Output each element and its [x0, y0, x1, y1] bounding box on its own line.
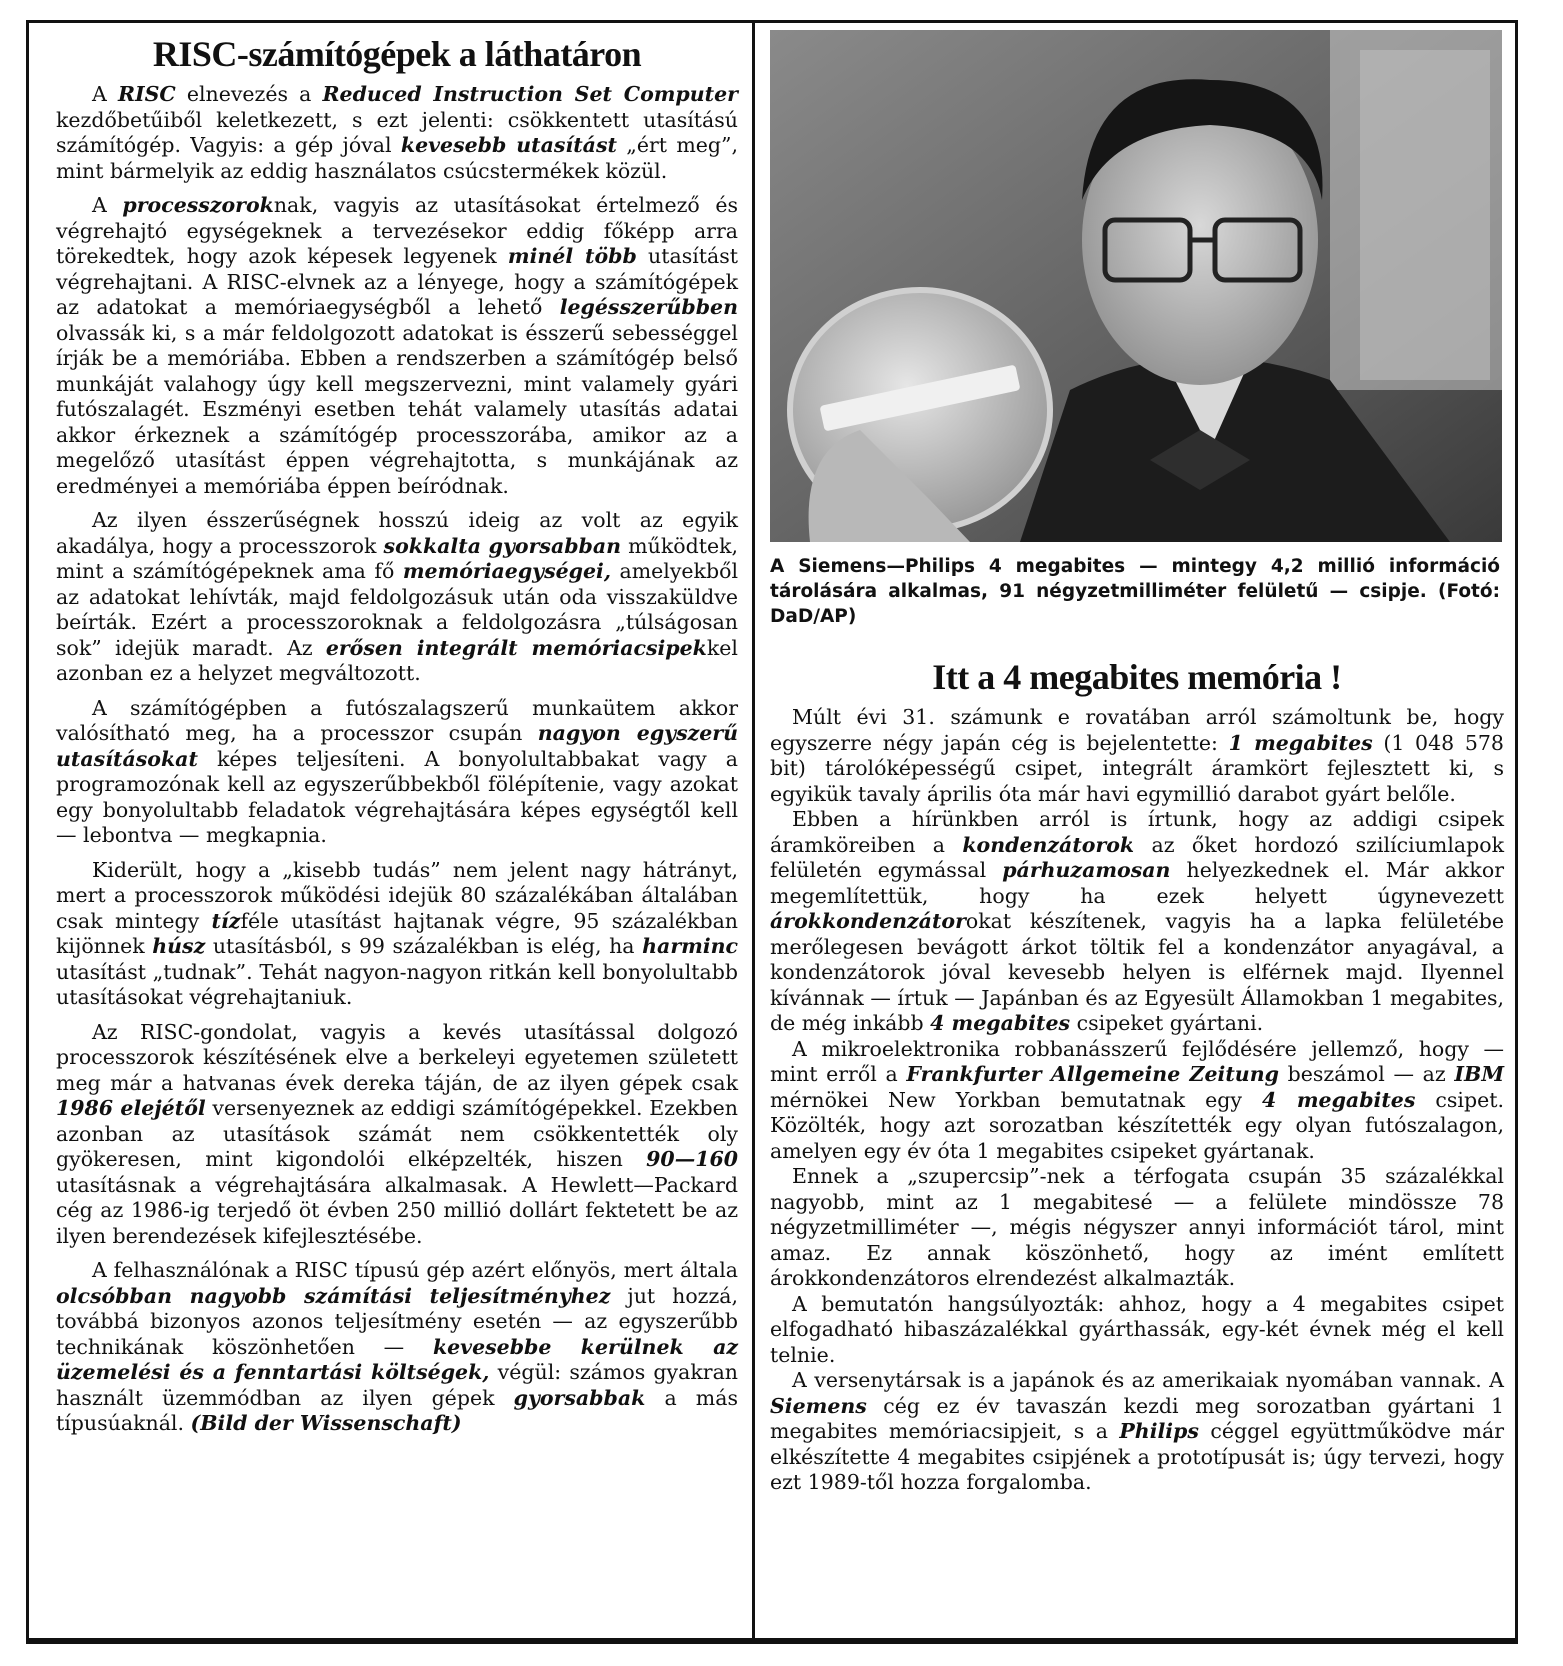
paragraph [770, 1037, 1504, 1165]
portrait-photo-illustration [770, 30, 1502, 542]
emphasized-text: Philips [1119, 1419, 1199, 1443]
emphasized-text: Siemens [770, 1393, 867, 1418]
text-run: működtek, mint a számítógépeknek ama fő [56, 533, 739, 583]
column-divider [752, 20, 755, 1638]
photo-caption: A Siemens—Philips 4 megabites — mintegy 4,2 millió információ tárolására alkalmas, 91 négyzetmilliméter felületű — csipje. (Fotó: DaD/AP) [770, 556, 1500, 627]
paragraph [770, 807, 1504, 1037]
text-run: Ennek a „szupercsip”-nek a térfogata csupán 35 százalékkal nagyobb, mint az 1 megabitesé — a felülete mindössze 78 négyzetmilliméter —, mégis négyszer annyi információt tárol, mint amaz. Ez annak köszönhető, hogy az imént említett árokkondenzátoros elrendezést alkalmazták. [770, 1164, 1504, 1290]
emphasized-text: (Bild der Wissenschaft) [190, 1411, 462, 1435]
text-run: a más típusúaknál. [56, 1385, 738, 1435]
emphasized-text: kondenzátorok [962, 832, 1135, 857]
text-run: Ebben a hírünkben arról is írtunk, hogy az addigi csipek áramköreiben a [770, 807, 1504, 857]
text-run: (1 048 578 bit) tárolóképességű csipet, integrált áramkört fejlesztett ki, s egyikük tavaly április óta már havi egymillió darabot gyárt belőle. [770, 730, 1504, 806]
emphasized-text: Frankfurter Allgemeine Zeitung [906, 1062, 1279, 1086]
emphasized-text: kevesebb utasítást [400, 133, 617, 157]
emphasized-text: IBM [1454, 1062, 1505, 1086]
text-run: nak, vagyis az utasításokat értelmező és végrehajtó egységeknek a tervezésekor eddig főképp arra törekedtek, hogy azok képesek legyenek [56, 193, 739, 268]
paragraph [56, 508, 738, 687]
text-run: az őket hordozó szilíciumlapok felületén egymással [770, 832, 1504, 882]
paragraph [56, 858, 738, 1011]
paragraph [56, 696, 738, 849]
emphasized-text: 4 megabites [930, 1011, 1071, 1035]
emphasized-text: nagyon egyszerű utasításokat [56, 721, 738, 771]
text-run: A bemutatón hangsúlyozták: ahhoz, hogy a 4 megabites csipet elfogadható hibaszázalékkal gyárthassák, egy-két évnek még el kell telnie. [770, 1291, 1504, 1367]
text-run: kel azonban ez a helyzet megváltozott. [56, 635, 738, 685]
text-run: képes teljesíteni. A bonyolultabbakat vagy a programozónak kell az egyszerűbbekből fölépítenie, vagy azokat egy bonyolultabb feladatok végrehajtására képes egységtől kell — lebontva — megkapnia. [56, 746, 738, 847]
bottom-rule [26, 1641, 1518, 1644]
left-article-body [56, 82, 738, 1437]
text-run: elnevezés a [175, 82, 323, 106]
paragraph [770, 1292, 1504, 1369]
text-run: kezdőbetűiből keletkezett, s ezt jelenti: csökkentett utasítású számítógép. Vagyis: a gép jóval [56, 107, 738, 157]
text-run: versenyeznek az eddigi számítógépekkel. Ezekben azonban az utasítások számát nem csökkentették oly gyökeresen, mint kigondolói elképzelték, hiszen [56, 1096, 738, 1171]
emphasized-text: tíz [211, 908, 241, 933]
text-run: végül: számos gyakran használt üzemmódban az ilyen gépek [56, 1360, 739, 1410]
text-run: A [92, 82, 118, 106]
text-run: „ért meg”, mint bármelyik az eddig használatos csúcstermékek közül. [56, 133, 739, 183]
text-run: olvassák ki, s a már feldolgozott adatokat is ésszerű sebességgel írják be a memóriába. Ebben a rendszerben a számítógép belső munkáját valahogy úgy kell megszervezni, mint valamely gyári futószalagét. Eszményi esetben tehát valamely utasítás adatai akkor érkeznek a számítógép processzorába, amikor az a megelőző utasítást éppen végrehajtotta, s munkájának az eredményei a memóriába éppen beíródnak. [56, 320, 738, 498]
paragraph [770, 1164, 1504, 1292]
emphasized-text: legésszerűbben [559, 295, 738, 319]
emphasized-text: 90—160 [646, 1147, 738, 1171]
text-run: cég ez év tavaszán kezdi meg sorozatban gyártani 1 megabites memóriacsipjeit, s a [770, 1393, 1504, 1443]
emphasized-text: RISC [117, 82, 176, 106]
text-run: utasításnak a végrehajtására alkalmasak. A Hewlett—Packard cég az 1986-ig terjedő öt évben 250 millió dollárt fektetett be az ilyen berendezések kifejlesztésébe. [56, 1172, 738, 1248]
right-article-title: Itt a 4 megabites memória ! [932, 657, 1342, 697]
text-run: Az RISC-gondolat, vagyis a kevés utasítással dolgozó processzorok készítésének elve a berkeleyi egyetemen született meg már a hatvanas évek dereka táján, de az ilyen gépek csak [56, 1019, 738, 1095]
text-run: utasítást „tudnak”. Tehát nagyon-nagyon ritkán kell bonyolultabb utasításokat végrehajtaniuk. [56, 959, 738, 1009]
text-run: utasítást végrehajtani. A RISC-elvnek az a lényege, hogy a számítógépek az adatokat a memóriaegységből a lehető [56, 244, 738, 319]
text-run: utasításból, s 99 százalékban is elég, ha [205, 934, 643, 958]
text-run: céggel együttműködve már elkészítette 4 megabites csipjének a prototípusát is; úgy tervezi, hogy ezt 1989-től hozza forgalomba. [770, 1419, 1504, 1494]
text-run: helyezkednek el. Már akkor megemlítettük, hogy ha ezek helyett úgynevezett [770, 858, 1504, 908]
paragraph [56, 1258, 738, 1437]
text-run: okat készítenek, vagyis ha a lapka felületébe merőlegesen bevágott árkot töltik fel a kondenzátor anyagával, a kondenzátorok jóval kevesebb helyen is elférnek majd. Ilyennel kívánnak — írtuk — Japánban és az Egyesült Államokban 1 megabites, de még inkább [770, 909, 1504, 1035]
emphasized-text: minél több [507, 244, 637, 268]
emphasized-text: erősen integrált memóriacsipek [325, 635, 707, 660]
text-run: A versenytársak is a japánok és az amerikaiak nyomában vannak. A [792, 1368, 1504, 1392]
emphasized-text: harminc [642, 934, 738, 958]
paragraph [56, 82, 738, 184]
emphasized-text: gyorsabbak [513, 1385, 646, 1410]
paragraph [56, 1020, 738, 1250]
text-run: Kiderült, hogy a „kisebb tudás” nem jelent nagy hátrányt, mert a processzorok működési idejük 80 százalékában általában csak mintegy [56, 857, 738, 933]
paragraph [770, 705, 1504, 807]
emphasized-text: 4 megabites [1261, 1087, 1416, 1112]
emphasized-text: processzorok [122, 193, 274, 217]
text-run: A felhasználónak a RISC típusú gép azért előnyös, mert általa [92, 1258, 738, 1282]
right-article-body [770, 705, 1504, 1496]
right-column [756, 20, 1516, 1496]
emphasized-text: párhuzamosan [1002, 858, 1171, 882]
text-run: A mikroelektronika robbanásszerű fejlődésére jellemző, hogy — mint erről a [770, 1036, 1504, 1086]
paragraph [56, 193, 738, 499]
text-run: mérnökei New Yorkban bemutatnak egy [770, 1087, 1262, 1112]
emphasized-text: 1 megabites [1228, 730, 1373, 755]
emphasized-text: árokkondenzátor [770, 909, 966, 933]
text-run: csipet. Közölték, hogy azt sorozatban készítették egy olyan futószalagon, amelyen egy év óta 1 megabites csipeket gyártanak. [770, 1087, 1504, 1163]
text-run: Múlt évi 31. számunk e rovatában arról számoltunk be, hogy egyszerre négy japán cég is bejelentette: [770, 705, 1504, 755]
paragraph [770, 1368, 1504, 1496]
emphasized-text: 1986 elejétől [56, 1096, 206, 1120]
text-run: A számítógépben a futószalagszerű munkaütem akkor valósítható meg, ha a processzor csupán [56, 695, 738, 745]
text-run: csipeket gyártani. [1070, 1011, 1264, 1035]
text-run: jut hozzá, továbbá bizonyos azonos teljesítmény esetén — az egyszerűbb technikának köszönhetően — [56, 1283, 739, 1359]
emphasized-text: Reduced Instruction Set Computer [322, 82, 738, 106]
left-article [30, 20, 752, 1446]
text-run: féle utasítást hajtanak végre, 95 százalékban kijönnek [56, 908, 738, 958]
text-run: beszámol — az [1278, 1062, 1455, 1086]
emphasized-text: húsz [152, 934, 206, 958]
photo [770, 30, 1502, 542]
text-run: amelyekből az adatokat lehívták, majd feldolgozásuk után oda visszaküldve beírták. Ezért a processzoroknak a feldolgozásra „túlságosan sok” idejük maradt. Az [56, 559, 738, 660]
left-article-title: RISC-számítógépek a láthatáron [152, 34, 642, 74]
emphasized-text: olcsóbban nagyobb számítási teljesítményhez [56, 1283, 611, 1308]
emphasized-text: kevesebbe kerülnek az üzemelési és a fenntartási költségek, [56, 1334, 738, 1384]
emphasized-text: sokkalta gyorsabban [383, 533, 622, 558]
emphasized-text: memóriaegységei, [402, 559, 611, 583]
text-run: A [92, 193, 123, 217]
text-run: Az ilyen ésszerűségnek hosszú ideig az volt az egyik akadálya, hogy a processzorok [56, 508, 738, 558]
